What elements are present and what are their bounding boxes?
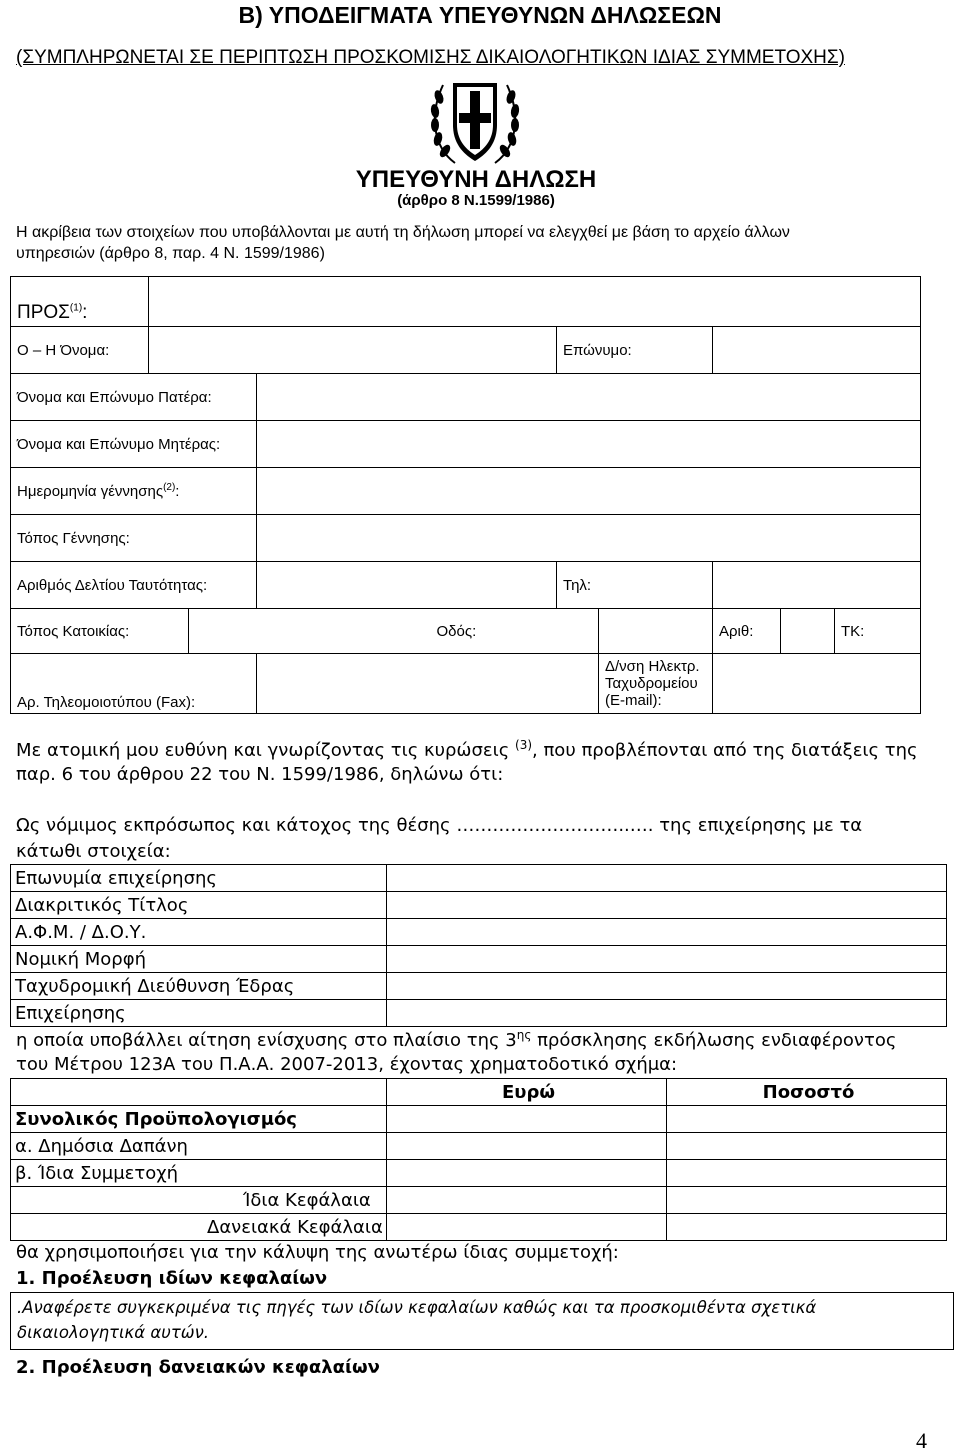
email-label — [599, 654, 713, 714]
birthdate-label: Ημερομηνία γέννησης$^{(2)}$: — [11, 468, 257, 515]
company-row-label: Επωνυμία επιχείρησης — [11, 865, 387, 892]
form-row-father — [11, 374, 921, 421]
form-row-recipient — [11, 277, 921, 327]
company-row — [11, 946, 947, 973]
residence-input[interactable] — [189, 609, 557, 654]
residence-text: Τόπος Κατοικίας: — [17, 622, 130, 640]
father-name-label — [11, 374, 257, 421]
surname-label — [557, 327, 713, 374]
finance-row — [11, 1214, 947, 1241]
percent-column-header — [667, 1079, 947, 1106]
document-law-reference: (άρθρο 8 Ν.1599/1986) — [397, 192, 555, 209]
own-funds-note-line-1: .Αναφέρετε συγκεκριμένα τις πηγές των ιδίων κεφαλαίων καθώς και τα προσκομιθέντα σχετικά — [17, 1298, 817, 1317]
tk-label — [835, 609, 921, 654]
company-row-value[interactable] — [387, 973, 947, 1000]
declaration-form-table — [10, 276, 921, 714]
declaration-line-1 — [16, 738, 918, 761]
form-row-id — [11, 562, 921, 609]
funding-intro: θα χρησιμοποιήσει για την κάλυψη της ανωτέρω ίδιας συμμετοχή: — [16, 1242, 619, 1263]
first-name-label — [11, 327, 149, 374]
street-text: Οδός: — [436, 622, 477, 640]
surname-input[interactable] — [713, 327, 921, 374]
fax-text: Αρ. Τηλεομοιοτύπου (Fax): — [17, 694, 196, 711]
finance-header-empty — [11, 1079, 387, 1106]
father-name-input[interactable] — [257, 374, 921, 421]
number-text: Αριθ: — [719, 622, 754, 640]
euro-header-text: Ευρώ — [502, 1081, 555, 1103]
company-row — [11, 865, 947, 892]
finance-row-euro[interactable] — [387, 1160, 667, 1187]
id-number-label — [11, 562, 257, 609]
application-line-1 — [16, 1028, 896, 1051]
application-line-2: του Μέτρου 123Α του Π.Α.Α. 2007-2013, έχοντας χρηματοδοτικό σχήμα: — [16, 1054, 678, 1075]
company-row — [11, 973, 947, 1000]
pros-input[interactable] — [149, 277, 921, 327]
finance-table — [10, 1078, 947, 1241]
email-label-line-1: Δ/νση Ηλεκτρ. — [605, 658, 700, 675]
birthplace-label — [11, 515, 257, 562]
birthplace-input[interactable] — [257, 515, 921, 562]
company-row-label: Ταχυδρομική Διεύθυνση Έδρας — [11, 973, 387, 1000]
tk-text: ΤΚ: — [841, 622, 865, 640]
finance-row-label: Συνολικός Προϋπολογισμός — [11, 1106, 387, 1133]
company-row-value[interactable] — [387, 892, 947, 919]
first-name-text: Ο – Η Όνομα: — [17, 341, 110, 359]
finance-row-label: β. Ίδια Συμμετοχή — [11, 1160, 387, 1187]
application-text-a: η οποία υποβάλλει αίτηση ενίσχυσης στο πλαίσιο της 3 — [16, 1030, 517, 1051]
greek-coat-of-arms-emblem — [425, 75, 525, 170]
application-text-b: πρόσκλησης εκδήλωσης ενδιαφέροντος — [531, 1030, 897, 1051]
finance-header-row — [11, 1079, 947, 1106]
role-line-2: κάτωθι στοιχεία: — [16, 841, 171, 862]
phone-input[interactable] — [713, 562, 921, 609]
pros-text: ΠΡΟΣ — [17, 302, 70, 323]
company-row-label: Διακριτικός Τίτλος — [11, 892, 387, 919]
finance-row — [11, 1160, 947, 1187]
mother-name-input[interactable] — [257, 421, 921, 468]
page-subtitle: (ΣΥΜΠΛΗΡΩΝΕΤΑΙ ΣΕ ΠΕΡΙΠΤΩΣΗ ΠΡΟΣΚΟΜΙΣΗΣ ΔΙΚΑΙΟΛΟΓΗΤΙΚΩΝ ΙΔΙΑΣ ΣΥΜΜΕΤΟΧΗΣ) — [16, 47, 845, 68]
company-row-label: Α.Φ.Μ. / Δ.Ο.Υ. — [11, 919, 387, 946]
fax-label — [11, 654, 257, 714]
first-name-input[interactable] — [149, 327, 557, 374]
birthdate-text: Ημερομηνία γέννησης — [17, 483, 164, 500]
role-line: Ως νόμιμος εκπρόσωπος και κάτοχος της θέσης ………………………..…. της επιχείρησης με τα — [16, 815, 863, 836]
company-row-value[interactable] — [387, 1000, 947, 1027]
form-row-mother — [11, 421, 921, 468]
finance-row-label: Δανειακά Κεφάλαια — [11, 1214, 387, 1241]
birthdate-input[interactable] — [257, 468, 921, 515]
residence-label — [11, 609, 189, 654]
email-label-line-2: Ταχυδρομείου — [605, 675, 698, 692]
surname-text: Επώνυμο: — [563, 341, 632, 359]
company-details-table — [10, 864, 947, 1027]
finance-row — [11, 1187, 947, 1214]
finance-row-euro[interactable] — [387, 1133, 667, 1160]
finance-row-label: Ίδια Κεφάλαια — [11, 1187, 387, 1214]
loan-funds-title: 2. Προέλευση δανειακών κεφαλαίων — [16, 1357, 380, 1378]
finance-row-euro[interactable] — [387, 1106, 667, 1133]
declaration-superscript: (3) — [515, 738, 533, 752]
finance-row — [11, 1133, 947, 1160]
id-number-text: Αριθμός Δελτίου Ταυτότητας: — [17, 576, 208, 594]
form-row-fax-email — [11, 654, 921, 714]
page-number: 4 — [916, 1428, 927, 1453]
birthdate-superscript: (2) — [163, 482, 176, 493]
number-input[interactable] — [781, 609, 835, 654]
finance-row — [11, 1106, 947, 1133]
application-superscript: ης — [516, 1028, 532, 1042]
company-row — [11, 919, 947, 946]
finance-row-percent[interactable] — [667, 1214, 947, 1241]
mother-name-label — [11, 421, 257, 468]
accuracy-note-line-1: Η ακρίβεια των στοιχείων που υποβάλλονται με αυτή τη δήλωση μπορεί να ελεγχθεί με βάση το αρχείο άλλων — [16, 224, 790, 241]
finance-row-percent[interactable] — [667, 1106, 947, 1133]
id-number-input[interactable] — [257, 562, 557, 609]
accuracy-note-line-2: υπηρεσιών (άρθρο 8, παρ. 4 Ν. 1599/1986) — [16, 245, 325, 262]
finance-row-percent[interactable] — [667, 1187, 947, 1214]
father-name-text: Όνομα και Επώνυμο Πατέρα: — [17, 388, 212, 406]
finance-row-euro[interactable] — [387, 1214, 667, 1241]
form-row-birthdate — [11, 468, 921, 515]
euro-column-header — [387, 1079, 667, 1106]
finance-row-label: α. Δημόσια Δαπάνη — [11, 1133, 387, 1160]
mother-name-text: Όνομα και Επώνυμο Μητέρας: — [17, 435, 221, 453]
form-row-name — [11, 327, 921, 374]
finance-row-percent[interactable] — [667, 1133, 947, 1160]
company-row-value[interactable] — [387, 946, 947, 973]
percent-header-text: Ποσοστό — [762, 1081, 855, 1103]
company-row-label: Νομική Μορφή — [11, 946, 387, 973]
form-row-birthplace — [11, 515, 921, 562]
document-title: ΥΠΕΥΘΥΝΗ ΔΗΛΩΣΗ — [355, 166, 597, 193]
pros-label: ΠΡΟΣ$^{(1)}$: — [11, 277, 149, 327]
phone-text: Τηλ: — [563, 576, 592, 594]
birthplace-text: Τόπος Γέννησης: — [17, 529, 130, 547]
company-row-value[interactable] — [387, 865, 947, 892]
street-label — [436, 609, 599, 654]
email-input[interactable] — [713, 654, 921, 714]
form-row-residence — [11, 609, 921, 654]
declaration-line-2: παρ. 6 του άρθρου 22 του Ν. 1599/1986, δηλώνω ότι: — [16, 764, 504, 785]
own-funds-title: 1. Προέλευση ιδίων κεφαλαίων — [16, 1268, 328, 1289]
own-funds-note-box — [10, 1292, 954, 1350]
declaration-text-a: Με ατομική μου ευθύνη και γνωρίζοντας τις κυρώσεις — [16, 740, 510, 761]
declaration-text-b: , που προβλέπονται από της διατάξεις της — [532, 740, 918, 761]
own-funds-note-line-2: δικαιολογητικά αυτών. — [17, 1323, 210, 1342]
phone-label — [557, 562, 713, 609]
company-row-value[interactable] — [387, 919, 947, 946]
number-label — [713, 609, 781, 654]
email-label-line-3: (E-mail): — [605, 692, 662, 709]
page-title: Β) ΥΠΟΔΕΙΓΜΑΤΑ ΥΠΕΥΘΥΝΩΝ ΔΗΛΩΣΕΩΝ — [238, 2, 722, 28]
company-row — [11, 892, 947, 919]
company-row-label: Επιχείρησης — [11, 1000, 387, 1027]
company-row — [11, 1000, 947, 1027]
finance-row-euro[interactable] — [387, 1187, 667, 1214]
street-input[interactable] — [599, 609, 713, 654]
finance-row-percent[interactable] — [667, 1160, 947, 1187]
pros-superscript: (1) — [69, 302, 83, 314]
fax-input[interactable] — [257, 654, 599, 714]
